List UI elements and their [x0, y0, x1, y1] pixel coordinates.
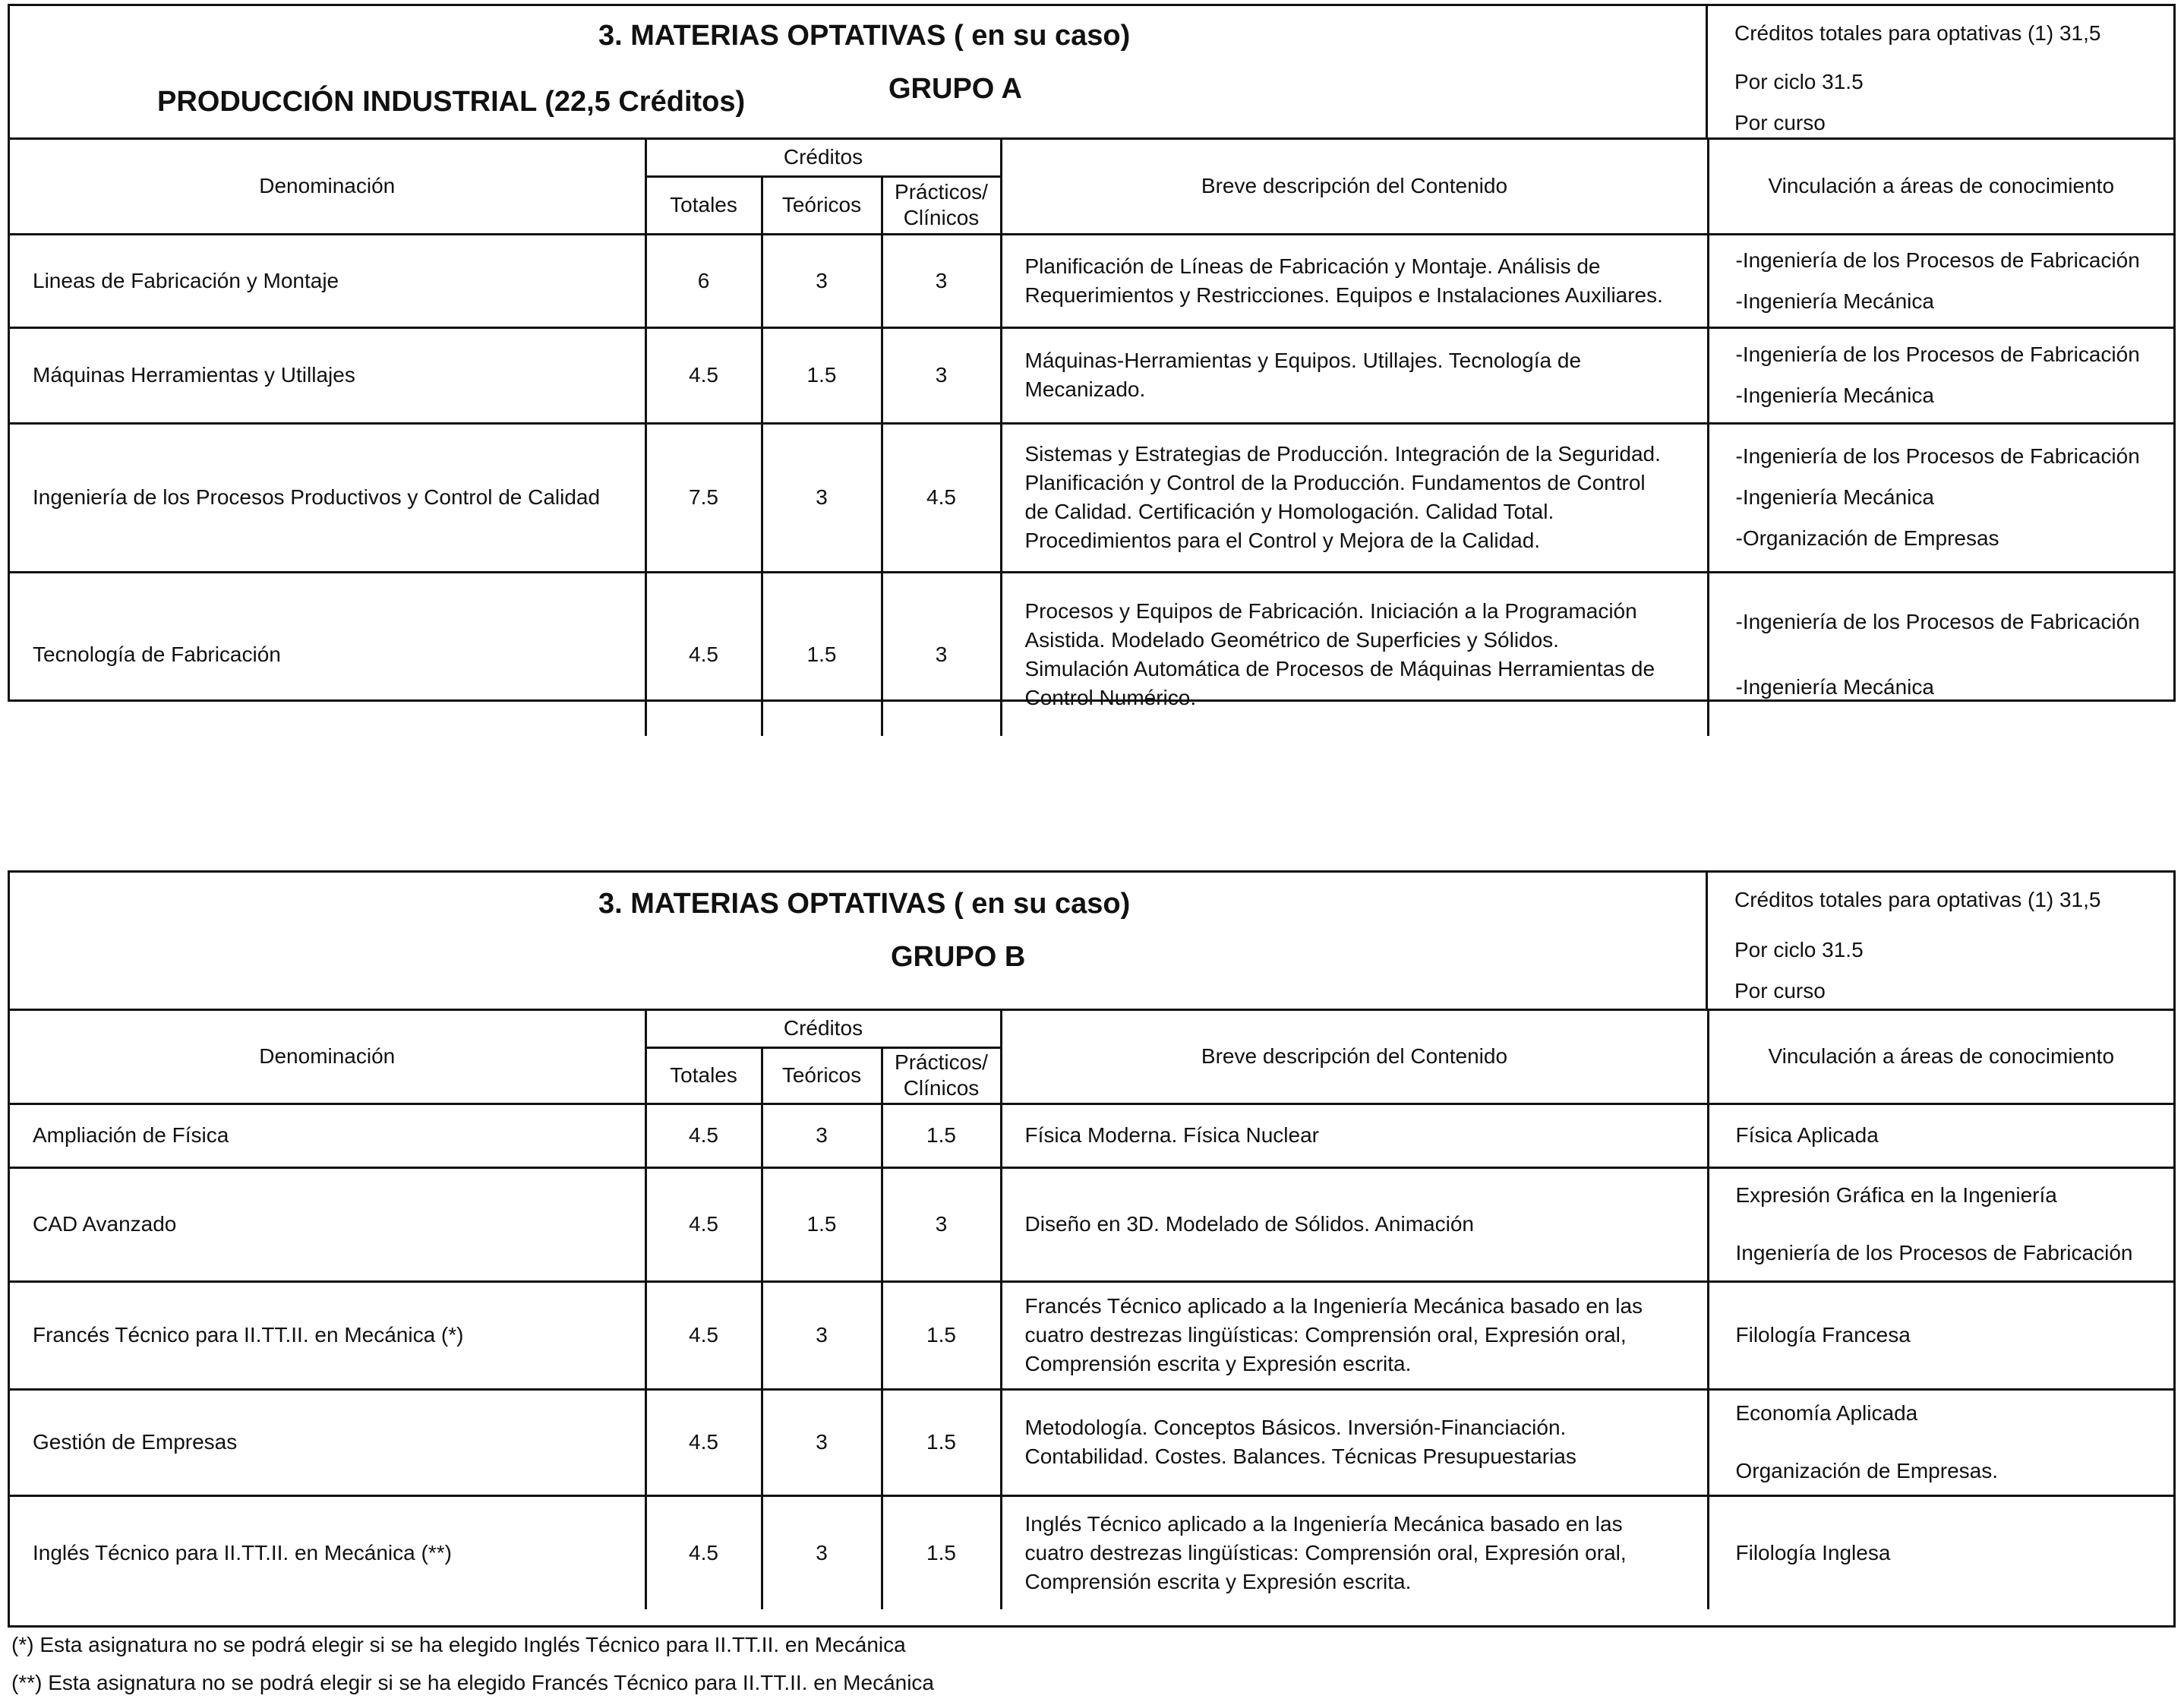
- footnote-english: (**) Esta asignatura no se podrá elegir si se ha elegido Francés Técnico para II.TT.II. en Mecánica: [11, 1671, 935, 1694]
- table-row: [10, 423, 2173, 572]
- optativas-group-a: [8, 4, 2176, 709]
- knowledge-areas: -Ingeniería de los Procesos de Fabricación -Ingeniería Mecánica -Organización de Empresas: [1708, 423, 2173, 572]
- course-description: Francés Técnico aplicado a la Ingeniería Mecánica basado en las cuatro destrezas lingüísticas: Comprensión oral, Expresión oral, Comprensión escrita y Expresión escrita.: [1001, 1281, 1708, 1389]
- credits-practicos: 4.5: [882, 423, 1001, 572]
- group-a-label: GRUPO A: [888, 73, 1022, 105]
- optativas-group-b: [8, 870, 2176, 1628]
- group-a-subject: PRODUCCIÓN INDUSTRIAL (22,5 Créditos): [157, 86, 746, 118]
- credits-totales: 4.5: [645, 1104, 762, 1167]
- header-totales: Totales: [645, 176, 762, 234]
- group-a-credits-info: [1708, 6, 2173, 140]
- credits-totales: 4.5: [645, 1167, 762, 1281]
- course-description: Sistemas y Estrategias de Producción. Integración de la Seguridad. Planificación y Control de la Producción. Fundamentos de Control de Calidad. Certificación y Homologación. Calidad Total. Procedimientos para el Control y Mejora de la Calidad.: [1001, 423, 1708, 572]
- header-denominacion: Denominación: [10, 1011, 645, 1104]
- course-name: Lineas de Fabricación y Montaje: [10, 234, 645, 327]
- credits-practicos: 3: [882, 1167, 1001, 1281]
- knowledge-areas: Economía Aplicada Organización de Empresas.: [1708, 1389, 2173, 1495]
- credits-teoricos: 3: [762, 234, 882, 327]
- header-totales: Totales: [645, 1047, 762, 1104]
- credits-totales: 7.5: [645, 423, 762, 572]
- header-vinculacion: Vinculación a áreas de conocimiento: [1708, 1011, 2173, 1104]
- course-description: Máquinas-Herramientas y Equipos. Utillajes. Tecnología de Mecanizado.: [1001, 327, 1708, 423]
- credits-totales: 4.5: [645, 1281, 762, 1389]
- table-row: [10, 1104, 2173, 1167]
- group-a-header: [10, 6, 1708, 140]
- group-a-table: [10, 140, 2173, 736]
- credits-teoricos: 1.5: [762, 1167, 882, 1281]
- course-description: Metodología. Conceptos Básicos. Inversión-Financiación. Contabilidad. Costes. Balances. Técnicas Presupuestarias: [1001, 1389, 1708, 1495]
- credits-practicos: 1.5: [882, 1281, 1001, 1389]
- course-name: Ingeniería de los Procesos Productivos y Control de Calidad: [10, 423, 645, 572]
- credits-totales: 6: [645, 234, 762, 327]
- group-b-label: GRUPO B: [891, 941, 1026, 973]
- table-row: [10, 234, 2173, 327]
- knowledge-areas: Filología Inglesa: [1708, 1495, 2173, 1609]
- credits-teoricos: 3: [762, 1104, 882, 1167]
- knowledge-areas: -Ingeniería de los Procesos de Fabricación -Ingeniería Mecánica: [1708, 327, 2173, 423]
- credits-per-course: Por curso: [1734, 979, 1826, 1002]
- credits-practicos: 3: [882, 327, 1001, 423]
- knowledge-areas: Física Aplicada: [1708, 1104, 2173, 1167]
- knowledge-areas: -Ingeniería de los Procesos de Fabricación -Ingeniería Mecánica: [1708, 234, 2173, 327]
- course-description: Diseño en 3D. Modelado de Sólidos. Animación: [1001, 1167, 1708, 1281]
- table-row: [10, 327, 2173, 423]
- course-name: Francés Técnico para II.TT.II. en Mecánica (*): [10, 1281, 645, 1389]
- table-row: [10, 1389, 2173, 1495]
- credits-total: Créditos totales para optativas (1) 31,5: [1734, 21, 2101, 45]
- group-b-header: [10, 873, 1708, 1011]
- course-name: Inglés Técnico para II.TT.II. en Mecánica (**): [10, 1495, 645, 1609]
- table-row: [10, 1495, 2173, 1609]
- course-name: Máquinas Herramientas y Utillajes: [10, 327, 645, 423]
- credits-teoricos: 3: [762, 1281, 882, 1389]
- footnote-french: (*) Esta asignatura no se podrá elegir si se ha elegido Inglés Técnico para II.TT.II. en Mecánica: [11, 1633, 906, 1656]
- header-denominacion: Denominación: [10, 140, 645, 234]
- course-description: Procesos y Equipos de Fabricación. Iniciación a la Programación Asistida. Modelado Geométrico de Superficies y Sólidos. Simulación Automática de Procesos de Máquinas Herramientas de Control Numérico.: [1001, 572, 1708, 736]
- course-description: Inglés Técnico aplicado a la Ingeniería Mecánica basado en las cuatro destrezas lingüísticas: Comprensión oral, Expresión oral, Comprensión escrita y Expresión escrita.: [1001, 1495, 1708, 1609]
- course-description: Planificación de Líneas de Fabricación y Montaje. Análisis de Requerimientos y Restricciones. Equipos e Instalaciones Auxiliares.: [1001, 234, 1708, 327]
- knowledge-areas: Expresión Gráfica en la Ingeniería Ingeniería de los Procesos de Fabricación: [1708, 1167, 2173, 1281]
- course-name: Gestión de Empresas: [10, 1389, 645, 1495]
- header-teoricos: Teóricos: [762, 176, 882, 234]
- credits-teoricos: 3: [762, 1495, 882, 1609]
- header-vinculacion: Vinculación a áreas de conocimiento: [1708, 140, 2173, 234]
- course-description: Física Moderna. Física Nuclear: [1001, 1104, 1708, 1167]
- credits-practicos: 3: [882, 572, 1001, 736]
- table-row: [10, 572, 2173, 736]
- credits-teoricos: 3: [762, 1389, 882, 1495]
- credits-teoricos: 3: [762, 423, 882, 572]
- credits-totales: 4.5: [645, 1495, 762, 1609]
- group-a-title: 3. MATERIAS OPTATIVAS ( en su caso): [598, 20, 1131, 52]
- table-row: [10, 1281, 2173, 1389]
- credits-total: Créditos totales para optativas (1) 31,5: [1734, 888, 2101, 911]
- credits-totales: 4.5: [645, 1389, 762, 1495]
- credits-teoricos: 1.5: [762, 327, 882, 423]
- credits-totales: 4.5: [645, 572, 762, 736]
- credits-practicos: 1.5: [882, 1495, 1001, 1609]
- knowledge-areas: Filología Francesa: [1708, 1281, 2173, 1389]
- credits-practicos: 1.5: [882, 1104, 1001, 1167]
- header-practicos: Prácticos/ Clínicos: [882, 176, 1001, 234]
- header-creditos: Créditos: [645, 140, 1001, 176]
- credits-practicos: 1.5: [882, 1389, 1001, 1495]
- header-practicos: Prácticos/ Clínicos: [882, 1047, 1001, 1104]
- course-name: CAD Avanzado: [10, 1167, 645, 1281]
- course-name: Ampliación de Física: [10, 1104, 645, 1167]
- header-descripcion: Breve descripción del Contenido: [1001, 140, 1708, 234]
- group-b-credits-info: [1708, 873, 2173, 1011]
- course-name: Tecnología de Fabricación: [10, 572, 645, 736]
- credits-per-course: Por curso: [1734, 111, 1826, 134]
- table-row: [10, 1167, 2173, 1281]
- knowledge-areas: -Ingeniería de los Procesos de Fabricación -Ingeniería Mecánica: [1708, 572, 2173, 736]
- credits-teoricos: 1.5: [762, 572, 882, 736]
- header-creditos: Créditos: [645, 1011, 1001, 1047]
- header-descripcion: Breve descripción del Contenido: [1001, 1011, 1708, 1104]
- header-teoricos: Teóricos: [762, 1047, 882, 1104]
- credits-per-cycle: Por ciclo 31.5: [1734, 938, 1864, 961]
- credits-practicos: 3: [882, 234, 1001, 327]
- credits-totales: 4.5: [645, 327, 762, 423]
- group-b-title: 3. MATERIAS OPTATIVAS ( en su caso): [598, 888, 1131, 920]
- group-b-table: [10, 1011, 2173, 1609]
- credits-per-cycle: Por ciclo 31.5: [1734, 70, 1864, 93]
